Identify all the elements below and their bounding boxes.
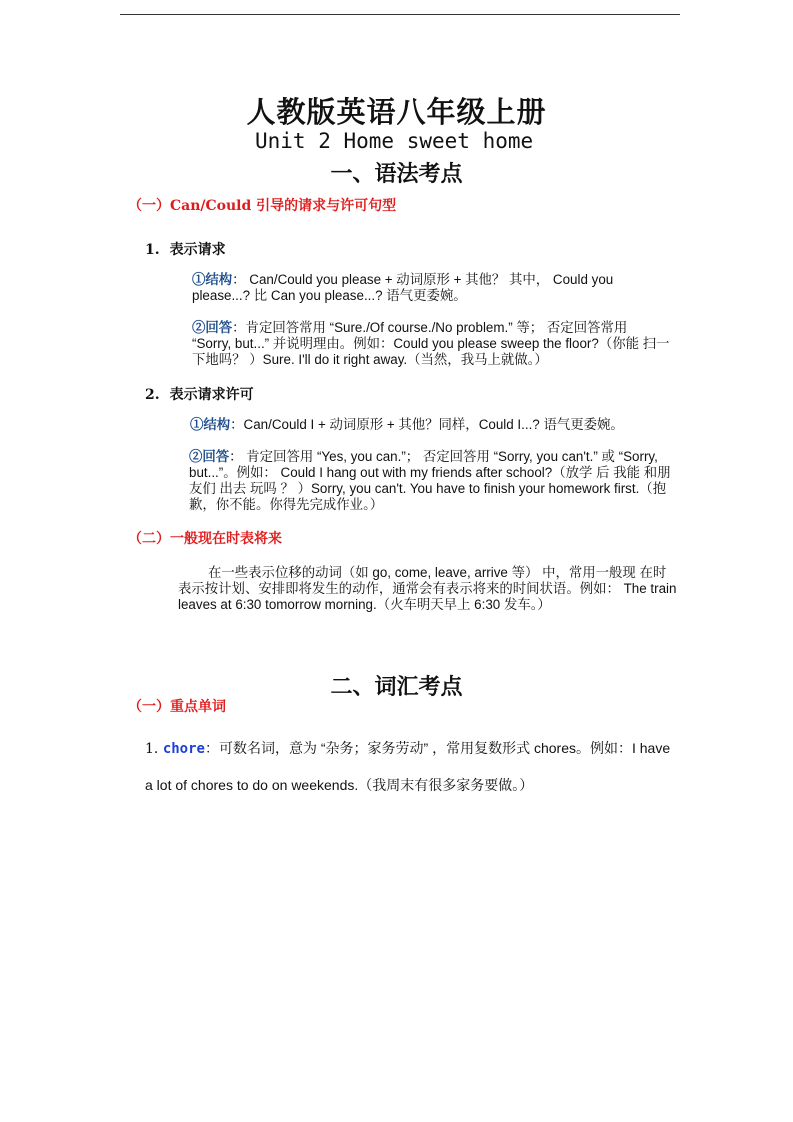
request-answer — [192, 320, 670, 368]
answer-tag: ②回答 — [192, 320, 233, 336]
structure-tag: ①结构 — [190, 417, 231, 433]
structure-text: ：Can/Could I + 动词原形 + 其他？同样，Could I...? 语气更委婉。 — [230, 417, 624, 432]
item-label: 表示请求许可 — [169, 387, 254, 403]
top-rule — [120, 14, 680, 15]
item-label: 表示请求 — [169, 242, 226, 258]
item-number: 1. — [145, 242, 160, 258]
answer-text: ： 肯定回答用 “Yes, you can.”； 否定回答用 “Sorry, you can't.” 或 “Sorry, but...”。例如： Could I hang out with my friends after school?（放学 后 我能 和朋 友们 出去 玩吗 ？ ）Sorry, you can't. You have to finish your homework first.（抱歉，你不能。你得先完成作业。） — [189, 449, 671, 512]
request-structure — [192, 272, 662, 304]
structure-tag: ①结构 — [192, 272, 233, 288]
section-present-future-title: （二）一般现在时表将来 — [128, 531, 282, 547]
unit-subtitle: Unit 2 Home sweet home — [255, 129, 534, 153]
structure-text: ： Can/Could you please + 动词原形 + 其他？ 其中， Could you please...? 比 Can you please...? 语气更委婉。 — [192, 272, 614, 303]
grammar-heading: 一、语法考点 — [330, 161, 463, 187]
item-number: 1. — [145, 741, 159, 757]
vocab-item-chore — [145, 730, 680, 804]
item-number: 2. — [145, 387, 160, 403]
answer-text: ：肯定回答常用 “Sure./Of course./No problem.” 等； 否定回答常用 “Sorry, but...” 并说明理由。例如：Could you please sweep the floor?（你能 扫一下地吗？ ）Sure. I'll do it right away.（当然，我马上就做。） — [192, 320, 670, 367]
item-permission — [145, 384, 254, 404]
permission-answer — [189, 449, 671, 513]
page-title: 人教版英语八年级上册 — [246, 95, 547, 129]
permission-structure — [190, 417, 680, 433]
section-key-words-title: （一）重点单词 — [128, 699, 226, 715]
vocab-word: chore — [162, 741, 205, 757]
item-request — [145, 239, 226, 259]
vocab-heading: 二、词汇考点 — [330, 674, 463, 700]
answer-tag: ②回答 — [189, 449, 230, 465]
present-future-text: 在一些表示位移的动词（如 go, come, leave, arrive 等） 中，常用一般现 在时表示按计划、安排即将发生的动作，通常会有表示将来的时间状语。例如： The train leaves at 6:30 tomorrow morning.（火车明天早上 6:30 发车。） — [178, 565, 677, 612]
vocab-definition: ：可数名词，意为 “杂务；家务劳动” ，常用复数形式 chores。例如：I have a lot of chores to do on weekends.（我周末有很多家务要做。） — [145, 740, 671, 793]
section-can-could-title: （一）Can/Could 引导的请求与许可句型 — [128, 198, 397, 214]
